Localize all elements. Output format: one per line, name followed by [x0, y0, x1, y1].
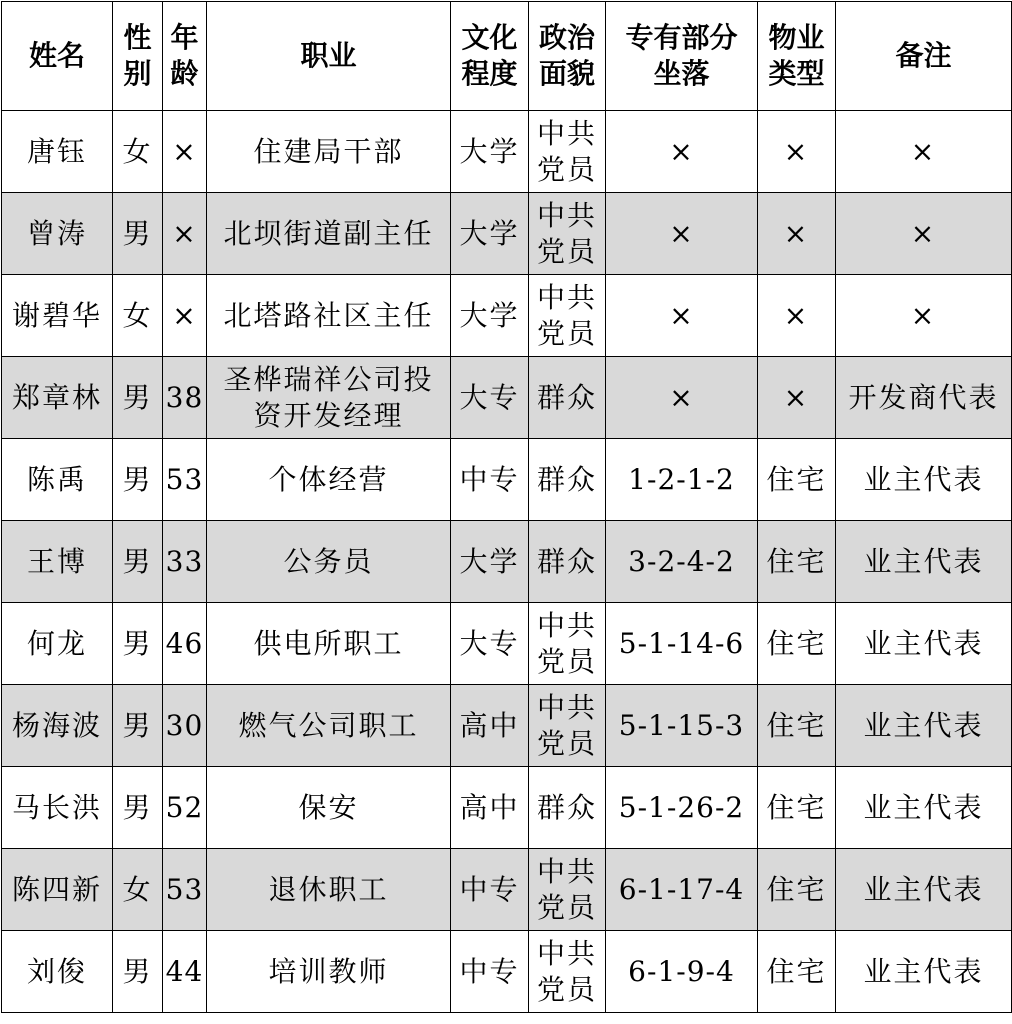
header-gender: 性别	[113, 2, 163, 111]
table-row	[2, 521, 1012, 603]
cell-occupation	[207, 767, 451, 849]
cell-occupation-text: 燃气公司职工	[238, 708, 419, 742]
cell-gender-text: 男	[122, 462, 153, 496]
cell-name	[2, 767, 113, 849]
cell-education-text: 大学	[459, 134, 520, 168]
cell-name	[2, 439, 113, 521]
table-row	[2, 439, 1012, 521]
cell-unit	[606, 357, 758, 439]
cell-unit	[606, 767, 758, 849]
cell-political	[529, 275, 606, 357]
cell-occupation	[207, 521, 451, 603]
cell-occupation-text: 公务员	[283, 544, 374, 578]
cell-property-type-text: 住宅	[766, 708, 827, 742]
cell-education-text: 大专	[459, 626, 520, 660]
cell-gender-text: 男	[122, 708, 153, 742]
cell-unit	[606, 275, 758, 357]
cell-remark-text: 业主代表	[863, 872, 984, 906]
cell-education-text: 中专	[459, 954, 520, 988]
cell-age	[163, 849, 207, 931]
cell-gender	[113, 767, 163, 849]
cell-unit	[606, 849, 758, 931]
cell-gender-text: 男	[122, 380, 153, 414]
cell-property-type-text: ×	[783, 134, 810, 168]
cell-property-type	[758, 603, 836, 685]
table-row	[2, 111, 1012, 193]
cell-remark	[836, 275, 1012, 357]
cell-name	[2, 275, 113, 357]
cell-remark-text: 业主代表	[863, 790, 984, 824]
cell-unit	[606, 521, 758, 603]
cell-property-type	[758, 439, 836, 521]
cell-gender	[113, 439, 163, 521]
cell-political	[529, 603, 606, 685]
cell-political-text: 中共党员	[536, 608, 597, 678]
cell-name-text: 唐钰	[26, 134, 87, 168]
cell-property-type-text: 住宅	[766, 954, 827, 988]
cell-name-text: 何龙	[26, 626, 87, 660]
cell-education	[451, 849, 529, 931]
table-row	[2, 357, 1012, 439]
cell-remark	[836, 111, 1012, 193]
cell-occupation-text: 北坝街道副主任	[223, 216, 434, 250]
cell-political	[529, 357, 606, 439]
cell-occupation	[207, 275, 451, 357]
cell-remark-text: ×	[910, 298, 937, 332]
header-remark: 备注	[836, 2, 1012, 111]
cell-property-type	[758, 685, 836, 767]
cell-remark	[836, 603, 1012, 685]
cell-political	[529, 521, 606, 603]
cell-education	[451, 521, 529, 603]
cell-name	[2, 931, 113, 1013]
cell-unit-text: 6-1-9-4	[628, 954, 735, 988]
cell-gender	[113, 357, 163, 439]
cell-occupation	[207, 193, 451, 275]
cell-age	[163, 521, 207, 603]
cell-occupation-text: 北塔路社区主任	[223, 298, 434, 332]
cell-age-text: 53	[165, 872, 204, 906]
header-unit: 专有部分坐落	[606, 2, 758, 111]
cell-age	[163, 685, 207, 767]
cell-education	[451, 767, 529, 849]
cell-remark	[836, 193, 1012, 275]
cell-remark	[836, 357, 1012, 439]
cell-occupation	[207, 111, 451, 193]
cell-name	[2, 357, 113, 439]
cell-property-type	[758, 193, 836, 275]
cell-occupation	[207, 357, 451, 439]
cell-property-type-text: 住宅	[766, 790, 827, 824]
cell-gender-text: 男	[122, 626, 153, 660]
cell-education-text: 高中	[459, 708, 520, 742]
cell-age	[163, 439, 207, 521]
cell-name-text: 郑章林	[11, 380, 102, 414]
cell-name	[2, 111, 113, 193]
cell-age	[163, 275, 207, 357]
cell-property-type	[758, 275, 836, 357]
cell-gender-text: 男	[122, 216, 153, 250]
cell-unit-text: 3-2-4-2	[628, 544, 735, 578]
cell-political-text: 群众	[536, 462, 597, 496]
cell-gender	[113, 111, 163, 193]
cell-remark-text: 业主代表	[863, 462, 984, 496]
cell-remark	[836, 685, 1012, 767]
cell-unit	[606, 439, 758, 521]
cell-education	[451, 275, 529, 357]
cell-occupation-text: 个体经营	[268, 462, 389, 496]
cell-age	[163, 111, 207, 193]
cell-unit-text: ×	[669, 380, 694, 414]
cell-unit-text: 5-1-15-3	[618, 708, 745, 742]
cell-property-type-text: ×	[783, 216, 810, 250]
cell-age-text: 30	[165, 708, 204, 742]
table-row	[2, 685, 1012, 767]
cell-occupation-text: 保安	[298, 790, 359, 824]
cell-gender	[113, 931, 163, 1013]
cell-gender	[113, 193, 163, 275]
table-body	[2, 111, 1012, 1013]
cell-gender	[113, 603, 163, 685]
cell-age-text: 52	[165, 790, 204, 824]
cell-property-type	[758, 111, 836, 193]
cell-property-type	[758, 931, 836, 1013]
cell-political	[529, 931, 606, 1013]
cell-political	[529, 685, 606, 767]
cell-education-text: 大学	[459, 298, 520, 332]
cell-gender-text: 女	[122, 134, 153, 168]
cell-occupation-text: 培训教师	[268, 954, 389, 988]
table-row	[2, 931, 1012, 1013]
cell-unit-text: 1-2-1-2	[628, 462, 735, 496]
cell-age	[163, 931, 207, 1013]
cell-property-type-text: 住宅	[766, 872, 827, 906]
cell-political-text: 中共党员	[536, 198, 597, 268]
cell-occupation	[207, 439, 451, 521]
cell-political	[529, 439, 606, 521]
cell-political-text: 中共党员	[536, 936, 597, 1006]
cell-gender	[113, 275, 163, 357]
table-row	[2, 849, 1012, 931]
cell-gender-text: 女	[122, 298, 153, 332]
cell-remark	[836, 521, 1012, 603]
cell-remark	[836, 931, 1012, 1013]
cell-age-text: ×	[172, 134, 197, 168]
cell-property-type-text: ×	[783, 298, 810, 332]
cell-name	[2, 849, 113, 931]
cell-political-text: 中共党员	[536, 854, 597, 924]
cell-education-text: 中专	[459, 872, 520, 906]
cell-gender-text: 男	[122, 544, 153, 578]
cell-name	[2, 685, 113, 767]
cell-education	[451, 931, 529, 1013]
cell-political	[529, 193, 606, 275]
cell-property-type	[758, 849, 836, 931]
cell-name-text: 马长洪	[11, 790, 102, 824]
cell-age-text: 33	[165, 544, 204, 578]
cell-education	[451, 603, 529, 685]
cell-name-text: 曾涛	[26, 216, 87, 250]
cell-unit-text: ×	[669, 298, 694, 332]
header-education: 文化程度	[451, 2, 529, 111]
cell-education	[451, 193, 529, 275]
cell-gender	[113, 849, 163, 931]
header-political: 政治面貌	[529, 2, 606, 111]
member-roster-table	[1, 1, 1012, 1013]
cell-name	[2, 603, 113, 685]
cell-age	[163, 193, 207, 275]
cell-unit	[606, 111, 758, 193]
cell-occupation-text: 圣桦瑞祥公司投资开发经理	[223, 362, 434, 432]
cell-unit	[606, 931, 758, 1013]
table-header-row	[2, 2, 1012, 111]
cell-gender-text: 男	[122, 954, 153, 988]
cell-age	[163, 357, 207, 439]
cell-name	[2, 193, 113, 275]
cell-occupation	[207, 685, 451, 767]
cell-remark-text: ×	[910, 134, 937, 168]
cell-political-text: 群众	[536, 544, 597, 578]
cell-gender-text: 女	[122, 872, 153, 906]
header-age: 年龄	[163, 2, 207, 111]
cell-property-type	[758, 767, 836, 849]
cell-age	[163, 767, 207, 849]
cell-occupation	[207, 603, 451, 685]
cell-remark-text: ×	[910, 216, 937, 250]
cell-unit-text: 6-1-17-4	[618, 872, 745, 906]
table-row	[2, 603, 1012, 685]
cell-remark-text: 业主代表	[863, 708, 984, 742]
cell-remark-text: 业主代表	[863, 954, 984, 988]
cell-gender	[113, 685, 163, 767]
cell-gender-text: 男	[122, 790, 153, 824]
cell-occupation-text: 退休职工	[268, 872, 389, 906]
cell-name-text: 陈四新	[11, 872, 102, 906]
cell-unit-text: ×	[669, 134, 694, 168]
cell-age-text: 46	[165, 626, 204, 660]
cell-political-text: 中共党员	[536, 280, 597, 350]
cell-age-text: 38	[165, 380, 204, 414]
cell-gender	[113, 521, 163, 603]
cell-political-text: 中共党员	[536, 690, 597, 760]
cell-occupation-text: 供电所职工	[253, 626, 404, 660]
header-property-type: 物业类型	[758, 2, 836, 111]
cell-remark	[836, 767, 1012, 849]
cell-property-type	[758, 357, 836, 439]
cell-political	[529, 849, 606, 931]
cell-name-text: 王博	[26, 544, 87, 578]
cell-property-type-text: 住宅	[766, 544, 827, 578]
cell-age	[163, 603, 207, 685]
table-row	[2, 275, 1012, 357]
cell-political	[529, 111, 606, 193]
header-name: 姓名	[2, 2, 113, 111]
table-row	[2, 193, 1012, 275]
cell-education-text: 高中	[459, 790, 520, 824]
cell-unit	[606, 685, 758, 767]
cell-education	[451, 111, 529, 193]
cell-age-text: 44	[165, 954, 204, 988]
cell-education-text: 中专	[459, 462, 520, 496]
cell-property-type	[758, 521, 836, 603]
cell-name	[2, 521, 113, 603]
cell-political-text: 群众	[536, 380, 597, 414]
cell-political-text: 中共党员	[536, 116, 597, 186]
cell-unit-text: ×	[669, 216, 694, 250]
cell-unit-text: 5-1-14-6	[618, 626, 745, 660]
cell-name-text: 杨海波	[11, 708, 102, 742]
cell-unit	[606, 603, 758, 685]
cell-political-text: 群众	[536, 790, 597, 824]
cell-remark-text: 业主代表	[863, 626, 984, 660]
cell-occupation-text: 住建局干部	[253, 134, 404, 168]
cell-political	[529, 767, 606, 849]
cell-remark	[836, 439, 1012, 521]
cell-remark	[836, 849, 1012, 931]
cell-name-text: 刘俊	[26, 954, 87, 988]
cell-education-text: 大学	[459, 216, 520, 250]
cell-education	[451, 439, 529, 521]
table-row	[2, 767, 1012, 849]
cell-property-type-text: 住宅	[766, 626, 827, 660]
cell-age-text: 53	[165, 462, 204, 496]
cell-property-type-text: 住宅	[766, 462, 827, 496]
cell-remark-text: 开发商代表	[848, 380, 999, 414]
cell-property-type-text: ×	[783, 380, 810, 414]
cell-age-text: ×	[172, 298, 197, 332]
cell-occupation	[207, 931, 451, 1013]
cell-education	[451, 685, 529, 767]
cell-unit-text: 5-1-26-2	[618, 790, 745, 824]
cell-age-text: ×	[172, 216, 197, 250]
cell-remark-text: 业主代表	[863, 544, 984, 578]
cell-name-text: 陈禹	[26, 462, 87, 496]
cell-name-text: 谢碧华	[11, 298, 102, 332]
cell-occupation	[207, 849, 451, 931]
cell-education	[451, 357, 529, 439]
cell-education-text: 大学	[459, 544, 520, 578]
header-occupation: 职业	[207, 2, 451, 111]
cell-education-text: 大专	[459, 380, 520, 414]
cell-unit	[606, 193, 758, 275]
